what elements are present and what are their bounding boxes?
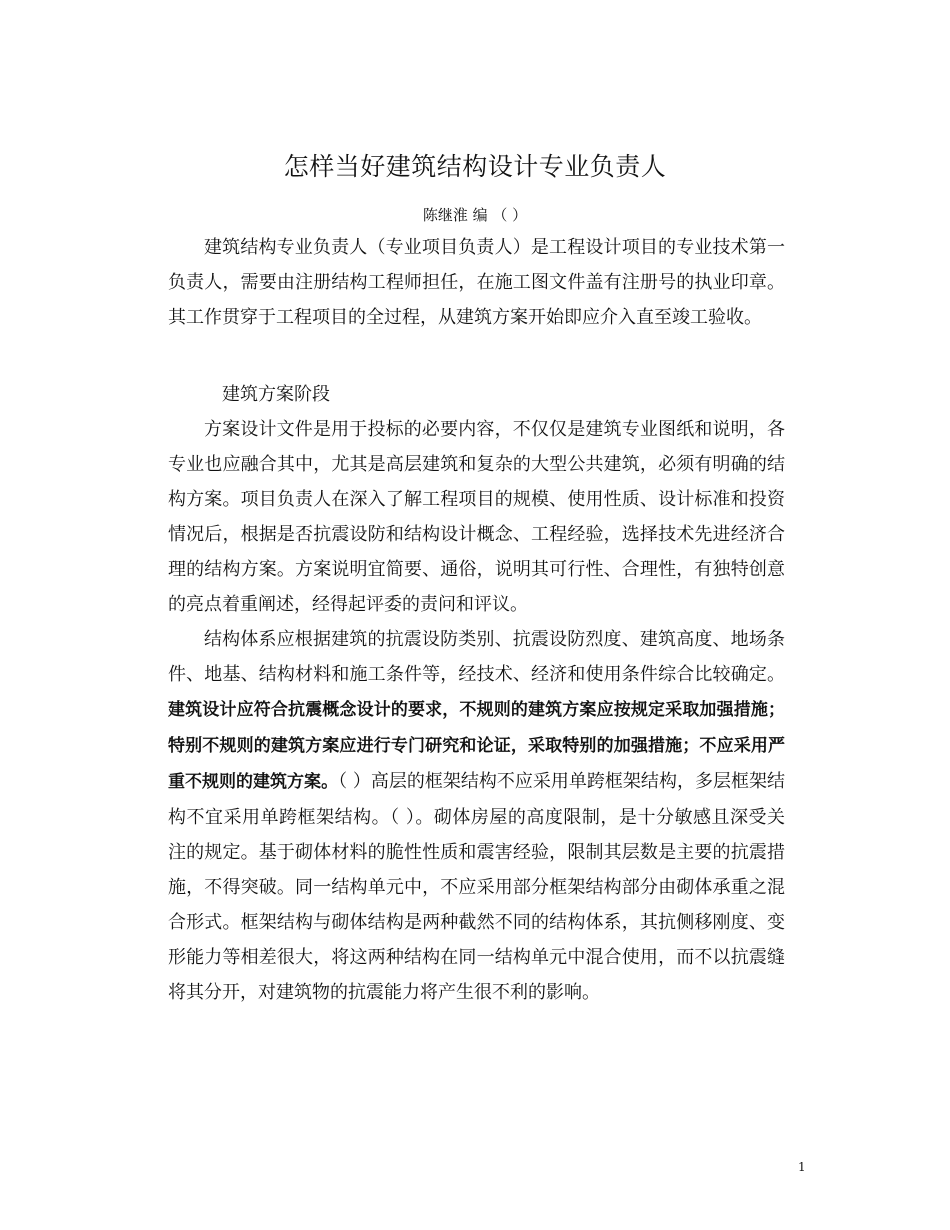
- scheme-paragraph: 方案设计文件是用于投标的必要内容，不仅仅是建筑专业图纸和说明，各专业也应融合其中，尤其是高层建筑和复杂的大型公共建筑，必须有明确的结构方案。项目负责人在深入了解工程项目的规模、使用性质、设计标准和投资情况后，根据是否抗震设防和结构设计概念、工程经验，选择技术先进经济合理的结构方案。方案说明宜简要、通俗，说明其可行性、合理性，有独特创意的亮点着重阐述，经得起评委的责问和评议。: [168, 419, 785, 615]
- page-number: 1: [798, 1160, 806, 1174]
- document-title: 怎样当好建筑结构设计专业负责人: [283, 152, 667, 181]
- author-line: 陈继淮 编 （ ）: [422, 206, 528, 224]
- section-heading: 建筑方案阶段: [222, 384, 330, 405]
- document-body: [168, 230, 785, 1010]
- structure-paragraph: [168, 622, 785, 1010]
- structure-paragraph-text-b: （ ）高层的框架结构不应采用单跨框架结构，多层框架结构不宜采用单跨框架结构。（ ）。砌体房屋的高度限制，是十分敏感且深受关注的规定。基于砌体材料的脆性性质和震害经验，限制其层数是主要的抗震措施，不得突破。同一结构单元中，不应采用部分框架结构部分由砌体承重之混合形式。框架结构与砌体结构是两种截然不同的结构体系，其抗侧移刚度、变形能力等相差很大，将这两种结构在同一结构单元中混合使用，而不以抗震缝将其分开，对建筑物的抗震能力将产生很不利的影响。: [168, 771, 785, 1003]
- structure-paragraph-text-a: 结构体系应根据建筑的抗震设防类别、抗震设防烈度、建筑高度、地场条件、地基、结构材料和施工条件等，经技术、经济和使用条件综合比较确定。: [168, 629, 785, 685]
- structure-paragraph-bold-text: 建筑设计应符合抗震概念设计的要求，不规则的建筑方案应按规定采取加强措施；特别不规则的建筑方案应进行专门研究和论证，采取特别的加强措施；不应采用严重不规则的建筑方案。: [168, 700, 785, 792]
- intro-paragraph: 建筑结构专业负责人（专业项目负责人）是工程设计项目的专业技术第一负责人，需要由注册结构工程师担任，在施工图文件盖有注册号的执业印章。其工作贯穿于工程项目的全过程，从建筑方案开始即应介入直至竣工验收。: [168, 237, 785, 328]
